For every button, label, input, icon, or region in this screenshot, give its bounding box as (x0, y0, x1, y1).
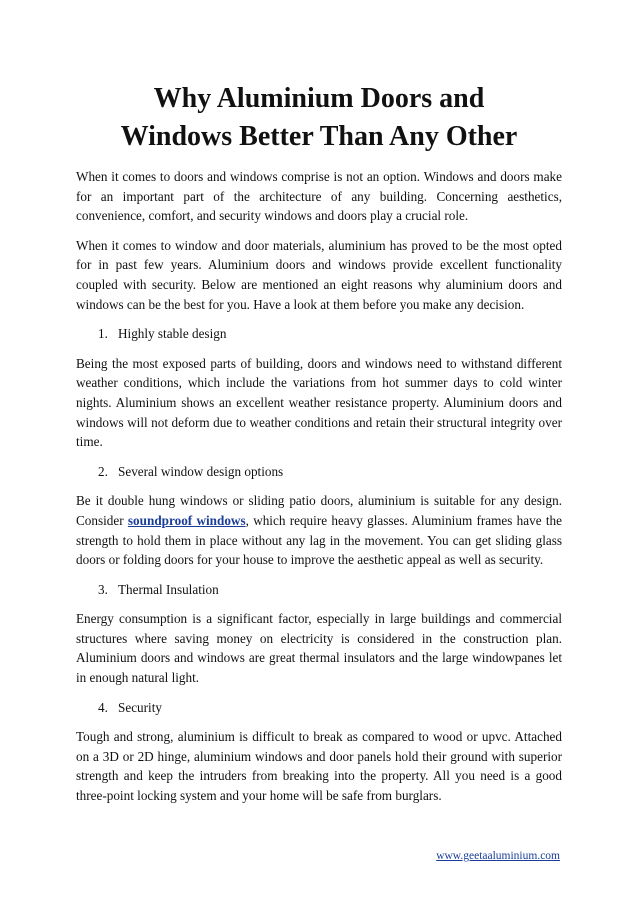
section-heading-text: Security (118, 699, 162, 715)
title-line-2: Windows Better Than Any Other (120, 121, 518, 152)
section-number: 1. (98, 326, 108, 342)
section-body-3: Energy consumption is a significant factor, especially in large buildings and commercial structures where saving money on electricity is considered in the construction plan. Aluminium doors and windows are great thermal insulators and the large windowpanes let in enough natural light. (76, 611, 562, 686)
section-number: 3. (98, 581, 108, 597)
section-heading-1 (98, 324, 562, 344)
section-heading-2 (98, 462, 562, 482)
section-body-1: Being the most exposed parts of building, doors and windows need to withstand different weather conditions, which include the variations from hot summer days to cold winter nights. Aluminium shows an excellent weather resistance property. Aluminium doors and windows will not deform due to weather conditions and retain their structural integrity over time. (76, 355, 562, 450)
section-body-4: Tough and strong, aluminium is difficult to break as compared to wood or upvc. Attached on a 3D or 2D hinge, aluminium windows and door panels hold their ground with superior strength and keep the intruders from breaking into the property. All you need is a good three-point locking system and your home will be safe from burglars. (76, 729, 562, 804)
title-line-1: Why Aluminium Doors and (153, 83, 485, 114)
section-heading-4 (98, 698, 562, 718)
section-body-part: Be it double hung windows or sliding patio doors, aluminium is suitable for any design. Consider (76, 493, 562, 528)
footer-website-link[interactable]: www.geetaaluminium.com (436, 850, 560, 862)
soundproof-windows-link[interactable]: soundproof windows (127, 512, 246, 528)
intro-paragraph-1: When it comes to doors and windows comprise is not an option. Windows and doors make for an important part of the architecture of any building. Concerning aesthetics, convenience, comfort, and security windows and doors play a crucial role. (76, 169, 562, 224)
section-number: 2. (98, 463, 108, 479)
section-number: 4. (98, 699, 108, 715)
section-heading-text: Several window design options (118, 463, 284, 479)
section-body-2 (76, 491, 562, 569)
intro-paragraph-2: When it comes to window and door materials, aluminium has proved to be the most opted for in past few years. Aluminium doors and windows provide excellent functionality coupled with security. Below are mentioned an eight reasons why aluminium doors and windows can be the best for you. Have a look at them before you make any decision. (76, 237, 562, 312)
section-heading-3 (98, 580, 562, 600)
section-heading-text: Thermal Insulation (118, 581, 219, 597)
section-heading-text: Highly stable design (118, 326, 227, 342)
section-body-part: , which require heavy glasses. Aluminium frames have the strength to hold them in place without any lag in the movement. You can get sliding glass doors or folding doors for your house to improve the aesthetic appeal as well as security. (76, 512, 562, 568)
page-title (76, 80, 562, 156)
